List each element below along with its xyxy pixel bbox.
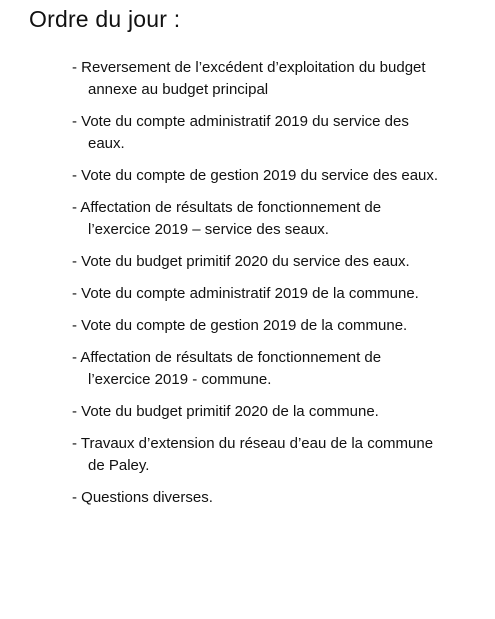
- agenda-item: - Vote du compte administratif 2019 du service des eaux.: [72, 113, 409, 152]
- agenda-item: - Vote du budget primitif 2020 du service des eaux.: [72, 253, 410, 270]
- agenda-item: - Affectation de résultats de fonctionnement de l’exercice 2019 - commune.: [72, 349, 382, 388]
- agenda-item: - Questions diverses.: [72, 489, 213, 506]
- agenda-item: - Reversement de l’excédent d’exploitation du budget annexe au budget principal: [72, 59, 426, 98]
- agenda-item: - Vote du compte de gestion 2019 de la commune.: [72, 317, 408, 334]
- agenda-item: - Travaux d’extension du réseau d’eau de la commune de Paley.: [72, 435, 434, 474]
- agenda-item: - Vote du compte administratif 2019 de la commune.: [72, 285, 419, 302]
- agenda-item: - Vote du budget primitif 2020 de la commune.: [72, 403, 379, 420]
- agenda-list: [72, 57, 442, 509]
- agenda-item: - Affectation de résultats de fonctionnement de l’exercice 2019 – service des seaux.: [72, 199, 382, 238]
- agenda-item: - Vote du compte de gestion 2019 du service des eaux.: [72, 167, 439, 184]
- page-title: Ordre du jour :: [29, 6, 181, 32]
